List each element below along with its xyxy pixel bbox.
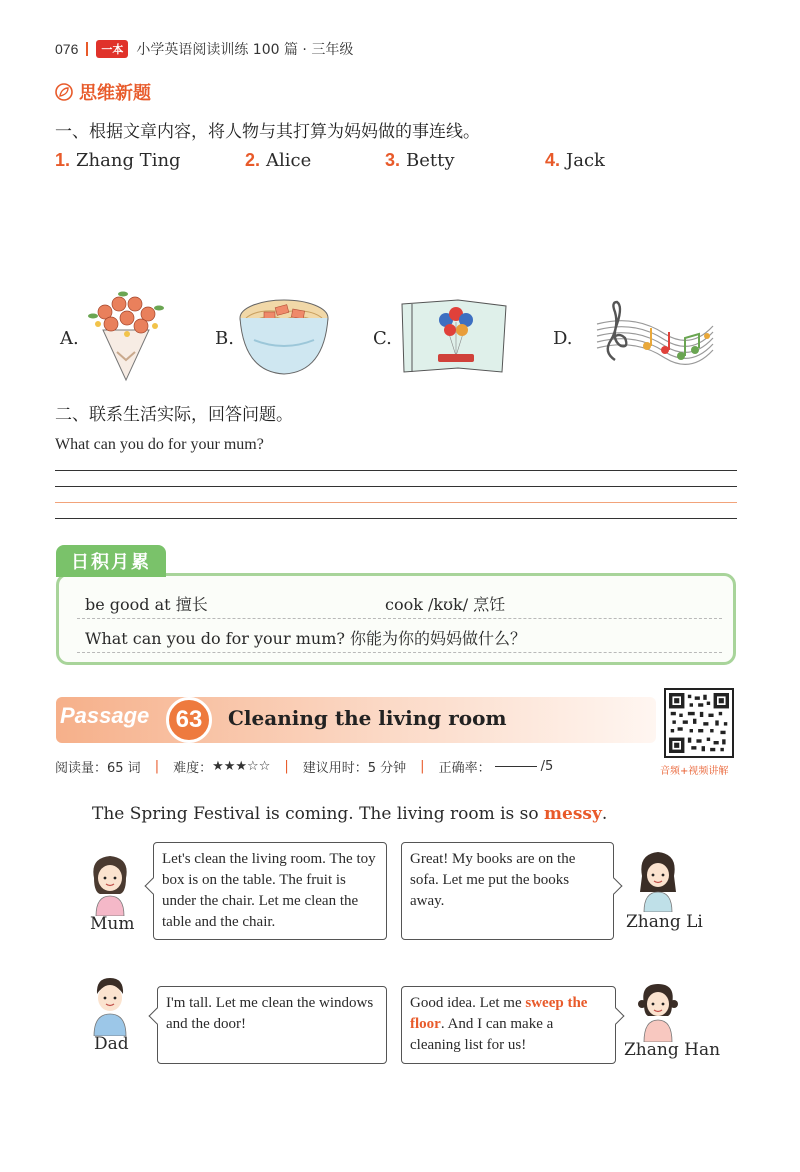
vocab-row-1-right: cook /kʊk/ 烹饪 — [385, 595, 506, 614]
vocab-box — [56, 573, 736, 665]
leaf-icon — [55, 83, 73, 101]
speech-bubble-zhang-han: Good idea. Let me sweep the floor. And I can make a cleaning list for us! — [401, 986, 616, 1064]
zhang-han-avatar — [636, 980, 680, 1042]
difficulty-stars: ★★★☆☆ — [212, 759, 271, 774]
think-title: 思维新题 — [79, 83, 151, 104]
answer-line-3[interactable] — [55, 502, 737, 503]
accuracy-label: 正确率： — [438, 761, 491, 776]
speech-bubble-dad: I'm tall. Let me clean the windows and the door! — [157, 986, 387, 1064]
greeting-card-icon[interactable] — [398, 298, 508, 376]
vocab-divider-1 — [77, 618, 722, 619]
answer-line-1[interactable] — [55, 470, 737, 471]
zhang-li-avatar — [636, 848, 680, 912]
section-title-think — [55, 79, 151, 105]
vocab-row-2: What can you do for your mum? 你能为你的妈妈做什么？ — [85, 629, 527, 648]
option-d-label: D. — [553, 328, 573, 349]
passage-title: Cleaning the living room — [228, 706, 507, 730]
page-number: 076 — [55, 41, 79, 57]
speaker-zhang-han: Zhang Han — [624, 1040, 721, 1060]
vocab-row-1-left: be good at 擅长 — [85, 595, 208, 614]
dad-avatar — [88, 974, 132, 1036]
passage-tag: Passage — [60, 703, 150, 728]
passage-meta — [55, 757, 553, 776]
question-2-prompt: What can you do for your mum? — [55, 436, 264, 453]
answer-line-2[interactable] — [55, 486, 737, 487]
option-a-label: A. — [60, 328, 79, 349]
speaker-mum: Mum — [90, 914, 135, 934]
meta-separator: | — [420, 759, 425, 774]
speaker-zhang-li: Zhang Li — [626, 912, 703, 932]
brand-logo: 一本 — [96, 40, 128, 58]
speaker-dad: Dad — [94, 1034, 129, 1054]
passage-number: 63 — [166, 697, 212, 743]
accuracy-total: /5 — [540, 759, 554, 774]
vocab-tab: 日积月累 — [56, 545, 166, 577]
word-count: 阅读量：65 词 — [55, 761, 141, 776]
speech-bubble-zhang-li: Great! My books are on the sofa. Let me put the books away. — [401, 842, 614, 940]
person-3[interactable]: 3. Betty — [385, 150, 455, 171]
people-list — [55, 150, 755, 176]
accuracy-blank[interactable] — [495, 766, 537, 767]
qr-caption: 音频+视频讲解 — [660, 766, 729, 777]
person-1[interactable]: 1. Zhang Ting — [55, 150, 181, 171]
book-title: 小学英语阅读训练 100 篇 · 三年级 — [136, 42, 354, 58]
mum-avatar — [88, 852, 132, 916]
person-4[interactable]: 4. Jack — [545, 150, 605, 171]
meta-separator: | — [154, 759, 160, 774]
qr-code-icon[interactable] — [664, 688, 734, 758]
header-divider — [86, 42, 88, 56]
meta-separator: | — [284, 759, 289, 774]
flower-bouquet-icon[interactable] — [83, 290, 169, 382]
passage-intro: The Spring Festival is coming. The living room is so messy. — [92, 804, 608, 824]
question-1-title: 一、根据文章内容，将人物与其打算为妈妈做的事连线。 — [55, 122, 480, 142]
difficulty-label: 难度： — [173, 761, 213, 776]
answer-line-4[interactable] — [55, 518, 737, 519]
option-pictures — [55, 290, 755, 390]
noodle-bowl-icon[interactable] — [238, 294, 330, 378]
vocab-divider-2 — [77, 652, 722, 653]
speech-bubble-mum: Let's clean the living room. The toy box is on the table. The fruit is under the chair. Let me clean the table and the chair. — [153, 842, 387, 940]
page-header — [55, 38, 353, 60]
option-c-label: C. — [373, 328, 392, 349]
suggested-time: 建议用时：5 分钟 — [302, 761, 407, 776]
question-2-title: 二、联系生活实际，回答问题。 — [55, 405, 293, 425]
person-2[interactable]: 2. Alice — [245, 150, 312, 171]
music-notes-icon[interactable] — [595, 296, 715, 376]
option-b-label: B. — [215, 328, 234, 349]
